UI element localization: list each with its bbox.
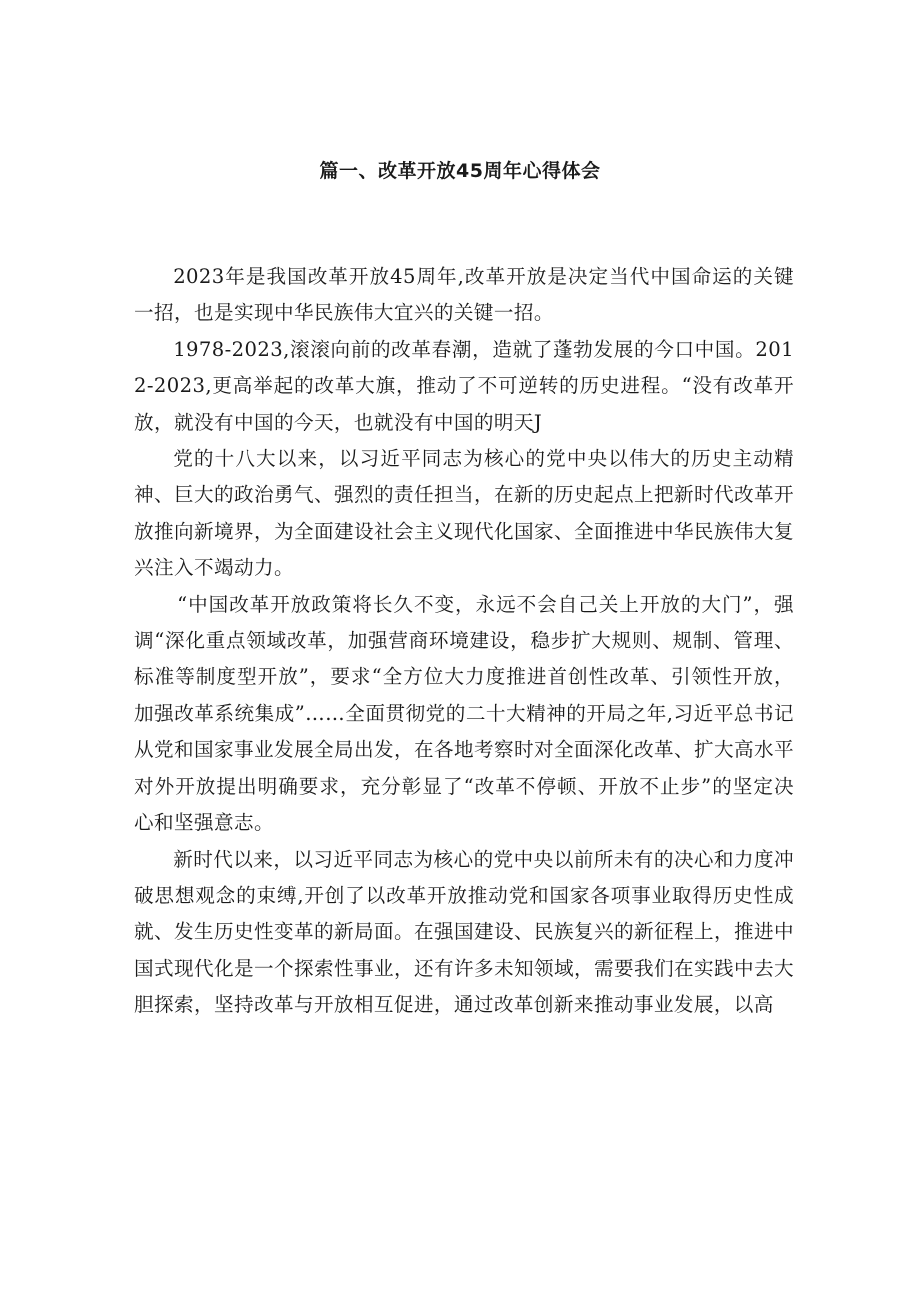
paragraph-4: “中国改革开放政策将长久不变，永远不会自己关上开放的大门”，强调“深化重点领域改革，加强营商环境建设，稳步扩大规则、规制、管理、标准等制度型开放”，要求“全方位大力度推进首创性改革、引领性开放，加强改革系统集成”……全面贯彻党的二十大精神的开局之年,习近平总书记从党和国家事业发展全局出发，在各地考察时对全面深化改革、扩大高水平对外开放提出明确要求，充分彰显了“改革不停顿、开放不止步”的坚定决心和坚强意志。 — [134, 592, 794, 835]
document-title: 篇一、改革开放45周年心得体会 — [319, 160, 601, 182]
paragraph-2: 1978-2023,滚滚向前的改革春潮，造就了蓬勃发展的今口中国。2012-2023,更高举起的改革大旗，推动了不可逆转的历史进程。“没有改革开放，就没有中国的今天，也就没有中国的明天J — [134, 337, 794, 434]
paragraph-5: 新时代以来，以习近平同志为核心的党中央以前所未有的决心和力度冲破思想观念的束缚,开创了以改革开放推动党和国家各项事业取得历史性成就、发生历史性变革的新局面。在强国建设、民族复兴的新征程上，推进中国式现代化是一个探索性事业，还有许多未知领域，需要我们在实践中去大胆探索，坚持改革与开放相互促进，通过改革创新来推动事业发展，以高 — [134, 847, 794, 1017]
paragraph-1: 2023年是我国改革开放45周年,改革开放是决定当代中国命运的关键一招，也是实现中华民族伟大宜兴的关键一招。 — [134, 265, 794, 325]
document-body — [134, 259, 794, 1024]
paragraph-3: 党的十八大以来，以习近平同志为核心的党中央以伟大的历史主动精神、巨大的政治勇气、强烈的责任担当，在新的历史起点上把新时代改革开放推向新境界，为全面建设社会主义现代化国家、全面推进中华民族伟大复兴注入不竭动力。 — [134, 447, 794, 580]
